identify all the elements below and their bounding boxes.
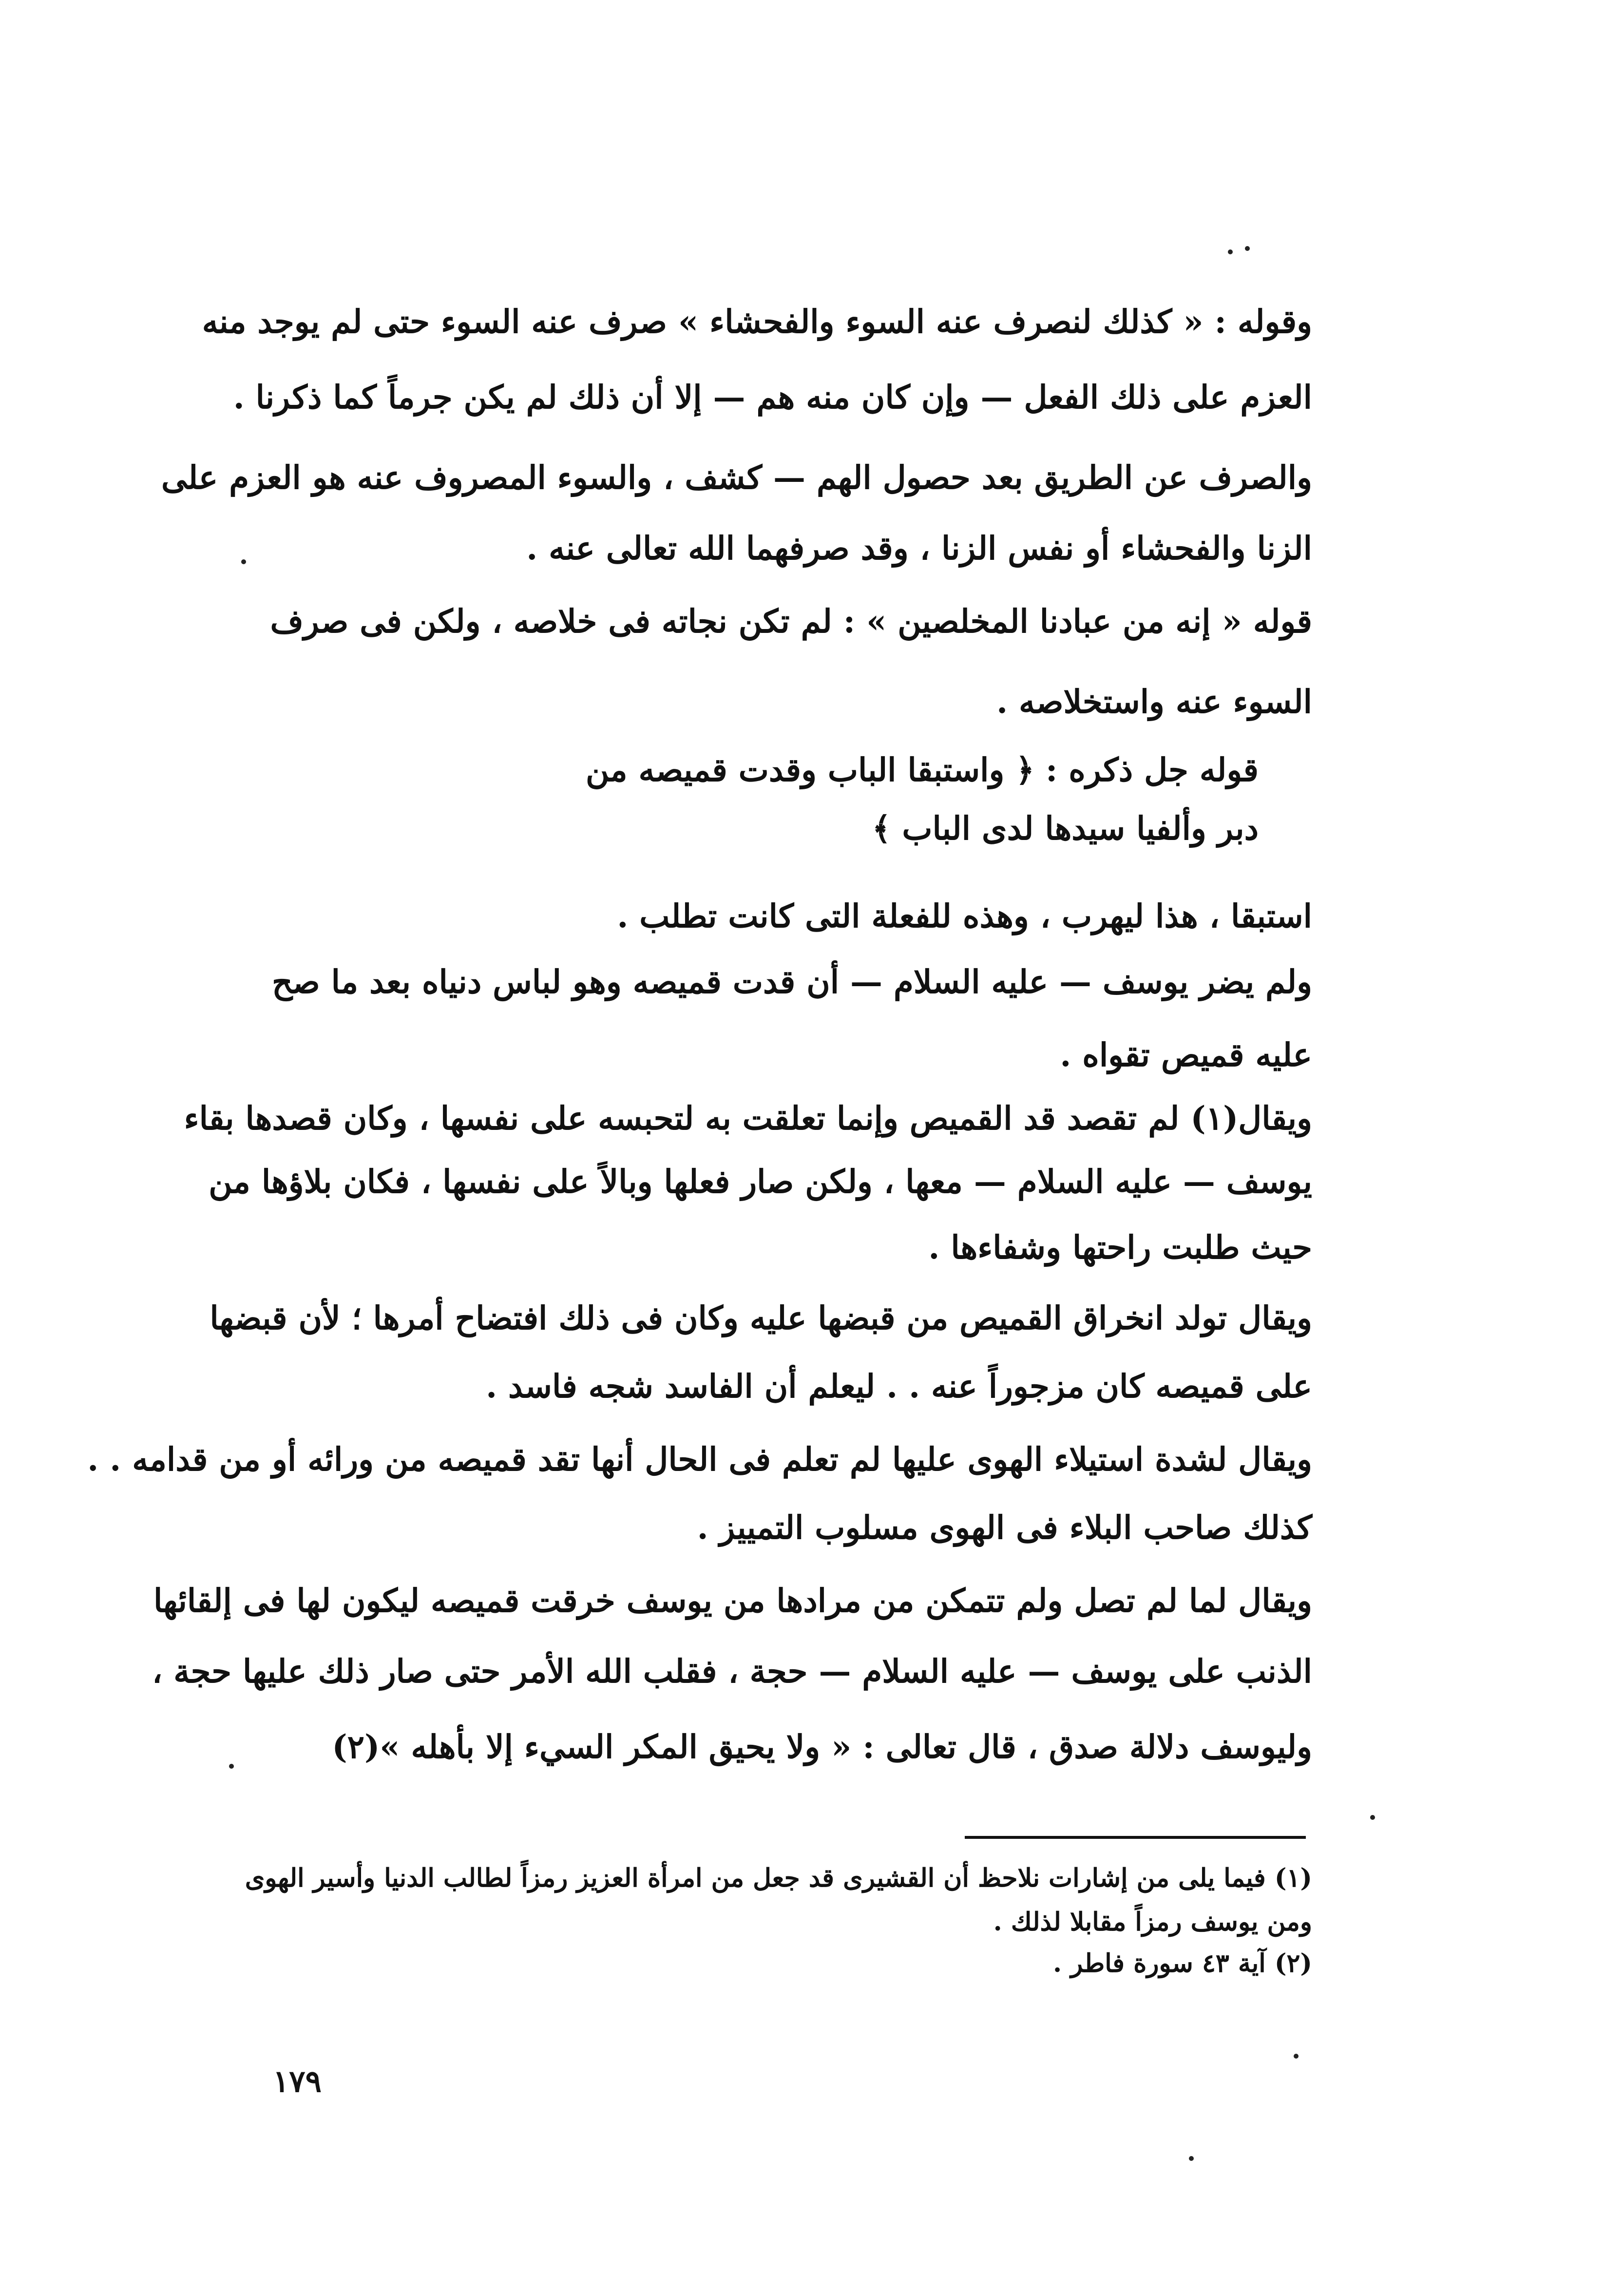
scan-speck xyxy=(1245,246,1250,251)
body-line-15: ويقال لشدة استيلاء الهوى عليها لم تعلم فى الحال أنها تقد قميصه من ورائه أو من قدامه . . xyxy=(87,1440,1312,1478)
body-line-9: عليه قميص تقواه . xyxy=(1060,1036,1312,1074)
scan-speck xyxy=(241,559,246,564)
footnote-1-line-1: (١) فيما يلى من إشارات نلاحظ أن القشيرى قد جعل من امرأة العزيز رمزاً لطالب الدنيا وأسير الهوى xyxy=(245,1863,1312,1893)
verse-line-2: دبر وألفيا سيدها لدى الباب ﴾ xyxy=(872,809,1259,847)
body-line-8: ولم يضر يوسف — عليه السلام — أن قدت قميصه وهو لباس دنياه بعد ما صح xyxy=(272,963,1312,1001)
scan-speck xyxy=(229,1764,234,1769)
body-line-1: وقوله : « كذلك لنصرف عنه السوء والفحشاء » صرف عنه السوء حتى لم يوجد منه xyxy=(202,303,1312,341)
body-line-10: ويقال(١) لم تقصد قد القميص وإنما تعلقت به لتحبسه على نفسها ، وكان قصدها بقاء xyxy=(184,1099,1312,1137)
body-line-16: كذلك صاحب البلاء فى الهوى مسلوب التمييز . xyxy=(697,1508,1312,1546)
body-line-3: والصرف عن الطريق بعد حصول الهم — كشف ، والسوء المصروف عنه هو العزم على xyxy=(161,458,1312,496)
verse-line-1: قوله جل ذكره : ﴿ واستبقا الباب وقدت قميصه من xyxy=(585,751,1259,789)
page-number: ١٧٩ xyxy=(273,2063,322,2099)
body-line-13: ويقال تولد انخراق القميص من قبضها عليه وكان فى ذلك افتضاح أمرها ؛ لأن قبضها xyxy=(210,1299,1312,1337)
body-line-19: وليوسف دلالة صدق ، قال تعالى : « ولا يحيق المكر السيء إلا بأهله »(٢) xyxy=(332,1728,1312,1766)
scan-speck xyxy=(1228,249,1233,254)
body-line-11: يوسف — عليه السلام — معها ، ولكن صار فعلها وبالاً على نفسها ، فكان بلاؤها من xyxy=(209,1163,1312,1201)
body-line-6: السوء عنه واستخلاصه . xyxy=(996,683,1312,721)
body-line-5: قوله « إنه من عبادنا المخلصين » : لم تكن نجاته فى خلاصه ، ولكن فى صرف xyxy=(270,602,1312,640)
body-line-7: استبقا ، هذا ليهرب ، وهذه للفعلة التى كانت تطلب . xyxy=(617,897,1312,935)
body-line-2: العزم على ذلك الفعل — وإن كان منه هم — إلا أن ذلك لم يكن جرماً كما ذكرنا . xyxy=(233,378,1312,416)
footnote-divider xyxy=(965,1836,1306,1839)
scan-speck xyxy=(1294,2054,1299,2059)
footnote-2: (٢) آية ٤٣ سورة فاطر . xyxy=(1053,1948,1312,1978)
scan-speck xyxy=(1370,1815,1375,1820)
scan-speck xyxy=(1189,2156,1194,2161)
body-line-17: ويقال لما لم تصل ولم تتمكن من مرادها من يوسف خرقت قميصه ليكون لها فى إلقائها xyxy=(153,1582,1312,1620)
body-line-4: الزنا والفحشاء أو نفس الزنا ، وقد صرفهما الله تعالى عنه . xyxy=(526,529,1312,567)
body-line-14: على قميصه كان مزجوراً عنه . . ليعلم أن الفاسد شجه فاسد . xyxy=(486,1367,1312,1405)
body-line-18: الذنب على يوسف — عليه السلام — حجة ، فقلب الله الأمر حتى صار ذلك عليها حجة ، xyxy=(152,1652,1312,1690)
body-line-12: حيث طلبت راحتها وشفاءها . xyxy=(928,1228,1312,1266)
footnote-1-line-2: ومن يوسف رمزاً مقابلا لذلك . xyxy=(993,1907,1312,1937)
